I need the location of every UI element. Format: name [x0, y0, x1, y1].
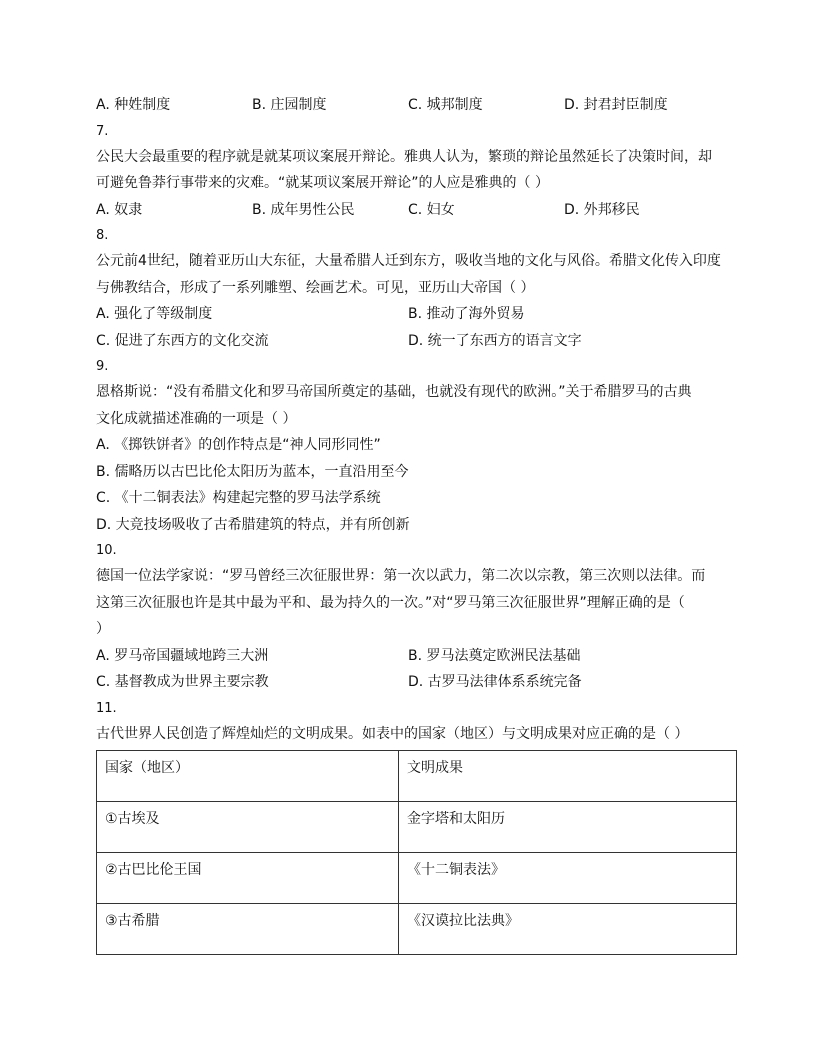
q6-options — [96, 92, 736, 119]
q10-option-b[interactable]: B. 罗马法奠定欧洲民法基础 — [408, 647, 581, 664]
q7-option-d[interactable]: D. 外邦移民 — [564, 201, 640, 218]
table-cell-achievement: 《汉谟拉比法典》 — [399, 904, 737, 955]
q8-option-b[interactable]: B. 推动了海外贸易 — [408, 306, 525, 322]
q6-option-b[interactable]: B. 庄园制度 — [252, 97, 327, 113]
q8-stem-line-2: 与佛教结合，形成了一系列雕塑、绘画艺术。可见，亚历山大帝国（ ） — [96, 279, 535, 296]
table-row — [97, 904, 737, 955]
q6-option-d[interactable]: D. 封君封臣制度 — [564, 97, 668, 113]
q11-number: 11. — [96, 700, 117, 716]
q6-option-c[interactable]: C. 城邦制度 — [408, 97, 483, 113]
q7-options — [96, 197, 736, 224]
q9-number: 9. — [96, 359, 109, 374]
q10-options-row-1 — [96, 643, 736, 670]
table-header-row — [97, 751, 737, 802]
table-cell-achievement: 金字塔和太阳历 — [399, 802, 737, 853]
q8-stem-line-1: 公元前4世纪，随着亚历山大东征，大量希腊人迁到东方，吸收当地的文化与风俗。希腊文化传入印度 — [96, 253, 721, 269]
q10-options-row-2 — [96, 669, 736, 696]
q11-table — [96, 750, 737, 955]
q8-option-c[interactable]: C. 促进了东西方的文化交流 — [96, 332, 269, 349]
q9-option-a[interactable]: A. 《掷铁饼者》的创作特点是“神人同形同性” — [96, 437, 381, 453]
table-cell-country: ①古埃及 — [97, 802, 399, 853]
q8-number: 8. — [96, 228, 109, 243]
table-row — [97, 802, 737, 853]
q7-stem-line-1: 公民大会最重要的程序就是就某项议案展开辩论。雅典人认为，繁琐的辩论虽然延长了决策时间，却 — [96, 148, 712, 165]
q10-option-d[interactable]: D. 古罗马法律体系系统完备 — [408, 674, 582, 690]
q6-option-a[interactable]: A. 种姓制度 — [96, 97, 171, 113]
q10-stem-line-2: 这第三次征服也许是其中最为平和、最为持久的一次。”对“罗马第三次征服世界”理解正确的是（ — [96, 594, 685, 611]
q7-stem-line-2: 可避免鲁莽行事带来的灾难。“就某项议案展开辩论”的人应是雅典的（ ） — [96, 175, 549, 191]
table-cell-country: ③古希腊 — [97, 904, 399, 955]
exam-page — [96, 92, 736, 955]
q8-options-row-2 — [96, 328, 736, 355]
table-cell-achievement: 《十二铜表法》 — [399, 853, 737, 904]
q7-option-a[interactable]: A. 奴隶 — [96, 201, 143, 218]
q9-option-c[interactable]: C. 《十二铜表法》构建起完整的罗马法学系统 — [96, 490, 381, 506]
table-row — [97, 853, 737, 904]
table-header-achievement: 文明成果 — [399, 751, 737, 802]
q10-stem-line-3: ） — [96, 621, 110, 637]
q10-option-a[interactable]: A. 罗马帝国疆域地跨三大洲 — [96, 647, 269, 664]
table-cell-country: ②古巴比伦王国 — [97, 853, 399, 904]
q8-option-a[interactable]: A. 强化了等级制度 — [96, 306, 213, 322]
q11-stem-line-1: 古代世界人民创造了辉煌灿烂的文明成果。如表中的国家（地区）与文明成果对应正确的是（ ） — [96, 725, 689, 742]
q10-stem-line-1: 德国一位法学家说：“罗马曾经三次征服世界：第一次以武力，第二次以宗教，第三次则以法律。而 — [96, 568, 706, 584]
q10-number: 10. — [96, 543, 117, 558]
q8-option-d[interactable]: D. 统一了东西方的语言文字 — [408, 332, 582, 349]
q7-option-c[interactable]: C. 妇女 — [408, 201, 455, 218]
q9-stem-line-1: 恩格斯说：“没有希腊文化和罗马帝国所奠定的基础，也就没有现代的欧洲。”关于希腊罗马的古典 — [96, 384, 692, 400]
q9-stem-line-2: 文化成就描述准确的一项是（ ） — [96, 410, 297, 427]
q9-option-d[interactable]: D. 大竞技场吸收了古希腊建筑的特点，并有所创新 — [96, 516, 410, 533]
q9-option-b[interactable]: B. 儒略历以古巴比伦太阳历为蓝本，一直沿用至今 — [96, 463, 409, 480]
q7-option-b[interactable]: B. 成年男性公民 — [252, 201, 355, 218]
q7-number: 7. — [96, 123, 109, 139]
table-header-country: 国家（地区） — [97, 751, 399, 802]
q8-options-row-1 — [96, 301, 736, 328]
q10-option-c[interactable]: C. 基督教成为世界主要宗教 — [96, 674, 269, 690]
